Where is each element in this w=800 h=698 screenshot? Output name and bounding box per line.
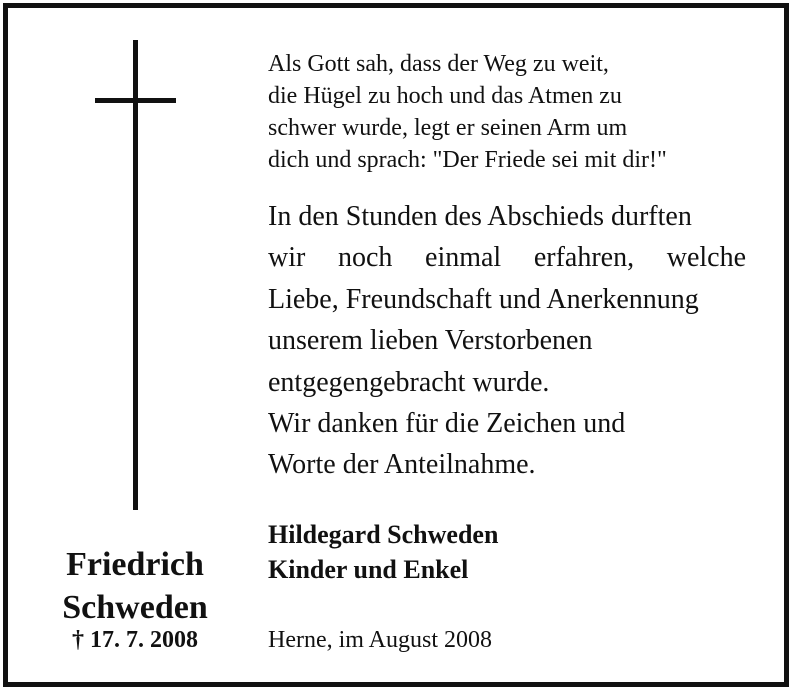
signature-line: Hildegard Schweden bbox=[268, 520, 499, 549]
message-line: Worte der Anteilnahme. bbox=[268, 449, 536, 481]
verse-line: dich und sprach: "Der Friede sei mit dir!" bbox=[268, 147, 667, 173]
thank-you-message bbox=[268, 196, 746, 486]
place-and-date: Herne, im August 2008 bbox=[268, 627, 492, 653]
signature-line: Kinder und Enkel bbox=[268, 555, 469, 584]
message-line: unserem lieben Verstorbenen bbox=[268, 325, 593, 357]
message-line: wir noch einmal erfahren, welche bbox=[268, 242, 746, 274]
memorial-verse bbox=[268, 48, 748, 176]
signature-block bbox=[268, 517, 628, 587]
message-line: Wir danken für die Zeichen und bbox=[268, 408, 626, 440]
deceased-last-name: Schweden bbox=[62, 589, 208, 626]
deceased-name bbox=[28, 543, 242, 629]
message-line: Liebe, Freundschaft und Anerkennung bbox=[268, 283, 699, 315]
deceased-first-name: Friedrich bbox=[66, 546, 204, 583]
verse-line: schwer wurde, legt er seinen Arm um bbox=[268, 115, 628, 141]
verse-line: Als Gott sah, dass der Weg zu weit, bbox=[268, 51, 609, 77]
death-date: † 17. 7. 2008 bbox=[72, 627, 198, 653]
message-line: entgegengebracht wurde. bbox=[268, 366, 550, 398]
message-line: In den Stunden des Abschieds durften bbox=[268, 201, 692, 232]
verse-line: die Hügel zu hoch und das Atmen zu bbox=[268, 83, 622, 109]
